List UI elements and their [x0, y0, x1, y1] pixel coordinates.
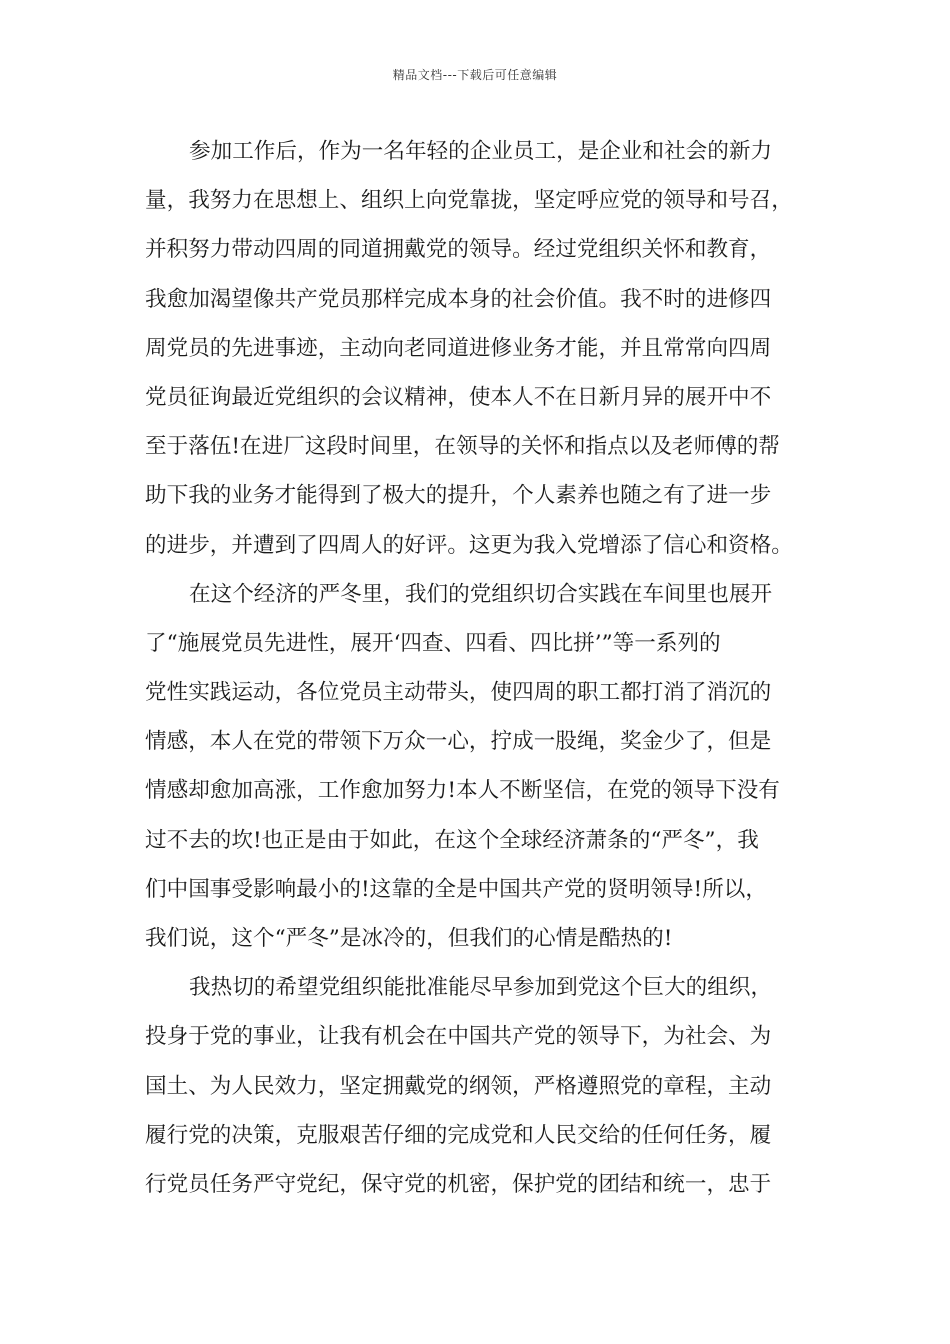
- text-line: 至于落伍!在进厂这段时间里，在领导的关怀和指点以及老师傅的帮: [145, 434, 780, 460]
- text-line: 助下我的业务才能得到了极大的提升，个人素养也随之有了进一步: [145, 483, 772, 509]
- text-line: 并积努力带动四周的同道拥戴党的领导。经过党组织关怀和教育，: [145, 237, 772, 263]
- document-body: [145, 127, 815, 1209]
- text-line: 党性实践运动，各位党员主动带头，使四周的职工都打消了消沉的: [145, 680, 772, 706]
- text-line: 国土、为人民效力，坚定拥戴党的纲领，严格遵照党的章程，主动: [145, 1073, 772, 1099]
- paragraph-2: [145, 570, 815, 964]
- text-line: 周党员的先进事迹，主动向老同道进修业务才能，并且常常向四周: [145, 335, 772, 361]
- text-line: 们中国事受影响最小的!这靠的全是中国共产党的贤明领导!所以，: [145, 876, 767, 902]
- text-line: 量，我努力在思想上、组织上向党靠拢，坚定呼应党的领导和号召，: [145, 188, 793, 214]
- paragraph-3: [145, 963, 815, 1209]
- text-line: 我愈加渴望像共产党员那样完成本身的社会价值。我不时的进修四: [145, 286, 772, 312]
- text-line: 的进步，并遭到了四周人的好评。这更为我入党增添了信心和资格。: [145, 532, 793, 558]
- text-line: 情感，本人在党的带领下万众一心，拧成一股绳，奖金少了，但是: [145, 729, 772, 755]
- text-line: 情感却愈加高涨，工作愈加努力!本人不断坚信，在党的领导下没有: [145, 778, 780, 804]
- text-line: 了“施展党员先进性，展开‘四查、四看、四比拼’”等一系列的: [145, 630, 721, 656]
- text-line: 参加工作后，作为一名年轻的企业员工，是企业和社会的新力: [189, 139, 773, 164]
- text-line: 在这个经济的严冬里，我们的党组织切合实践在车间里也展开: [189, 581, 773, 607]
- page-header: 精品文档---下载后可任意编辑: [392, 68, 558, 82]
- text-line: 履行党的决策，克服艰苦仔细的完成党和人民交给的任何任务，履: [145, 1122, 772, 1148]
- text-line: 投身于党的事业，让我有机会在中国共产党的领导下，为社会、为: [145, 1024, 772, 1050]
- text-line: 我们说，这个“严冬”是冰冷的，但我们的心情是酷热的!: [145, 926, 673, 951]
- text-line: 党员征询最近党组织的会议精神，使本人不在日新月异的展开中不: [145, 384, 772, 410]
- text-line: 行党员任务严守党纪，保守党的机密，保护党的团结和统一，忠于: [145, 1171, 772, 1197]
- text-line: 过不去的坎!也正是由于如此，在这个全球经济萧条的“严冬”，我: [145, 827, 759, 853]
- paragraph-1: [145, 127, 815, 570]
- text-line: 我热切的希望党组织能批准能尽早参加到党这个巨大的组织，: [189, 975, 773, 1001]
